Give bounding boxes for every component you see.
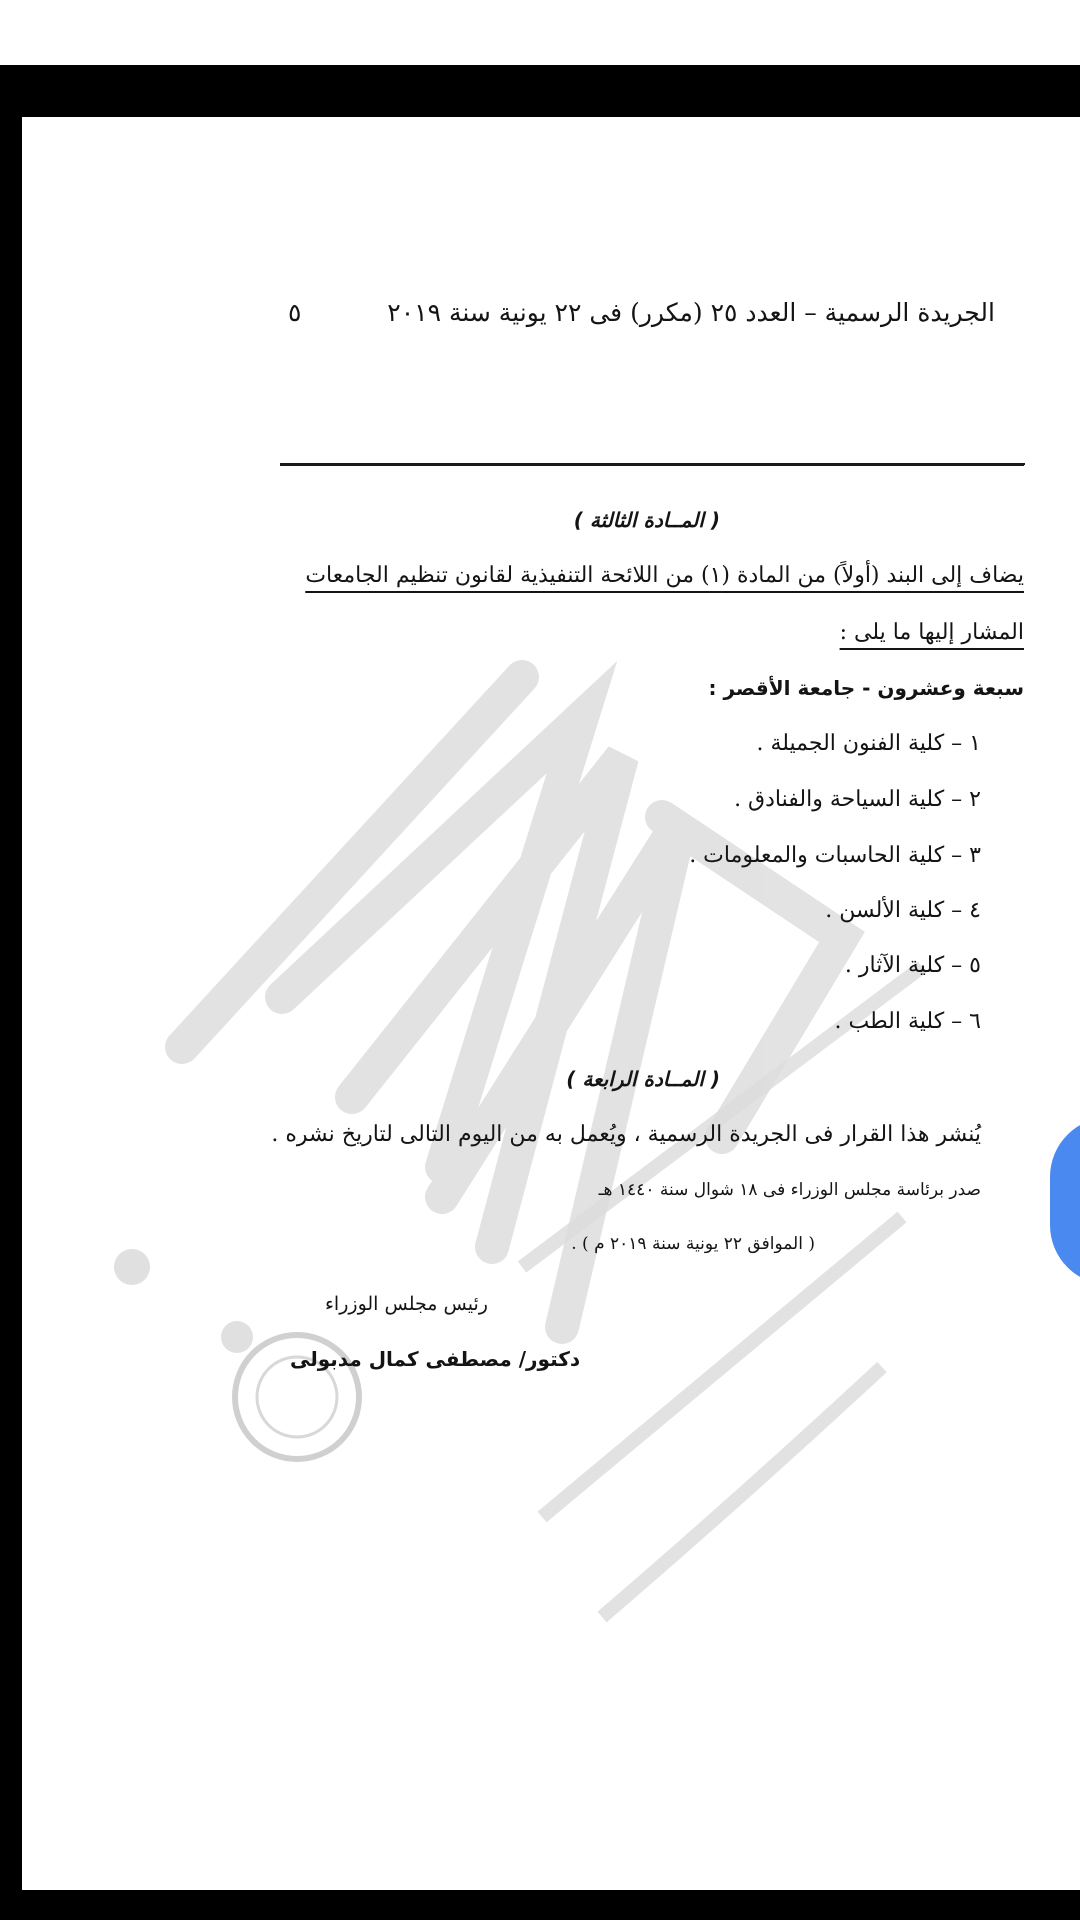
page-number: ٥	[288, 298, 302, 327]
watermark-graphic	[22, 117, 1080, 1890]
article-four-text: يُنشر هذا القرار فى الجريدة الرسمية ، ويُعمل به من اليوم التالى لتاريخ نشره .	[271, 1122, 981, 1147]
gazette-header: الجريدة الرسمية – العدد ٢٥ (مكرر) فى ٢٢ يونية سنة ٢٠١٩	[387, 298, 995, 327]
top-black-strip	[0, 65, 1080, 117]
article-three-line2: المشار إليها ما يلى :	[839, 620, 1024, 645]
faculty-item: ٣ – كلية الحاسبات والمعلومات .	[689, 843, 981, 868]
faculty-item: ٤ – كلية الألسن .	[825, 898, 981, 923]
university-heading: سبعة وعشرون - جامعة الأقصر :	[708, 676, 1024, 700]
issuance-line: صدر برئاسة مجلس الوزراء فى ١٨ شوال سنة ١٤٤٠ هـ	[598, 1180, 981, 1200]
document-page	[22, 117, 1080, 1890]
article-three-line1: يضاف إلى البند (أولاً) من المادة (١) من اللائحة التنفيذية لقانون تنظيم الجامعات	[305, 563, 1024, 588]
signature-role: رئيس مجلس الوزراء	[325, 1293, 488, 1315]
faculty-item: ١ – كلية الفنون الجميلة .	[756, 731, 981, 756]
bottom-bar	[0, 1890, 1080, 1920]
faculty-item: ٦ – كلية الطب .	[834, 1009, 981, 1034]
article-four-heading: ( المــادة الرابعة )	[566, 1067, 720, 1091]
header-divider	[280, 464, 1024, 466]
faculty-item: ٢ – كلية السياحة والفنادق .	[734, 787, 981, 812]
top-bar	[0, 0, 1080, 65]
article-three-heading: ( المــادة الثالثة )	[573, 508, 720, 532]
faculty-item: ٥ – كلية الآثار .	[844, 953, 981, 978]
issuance-date: ( الموافق ٢٢ يونية سنة ٢٠١٩ م ) .	[571, 1234, 815, 1254]
signature-name: دكتور/ مصطفى كمال مدبولى	[290, 1347, 581, 1371]
